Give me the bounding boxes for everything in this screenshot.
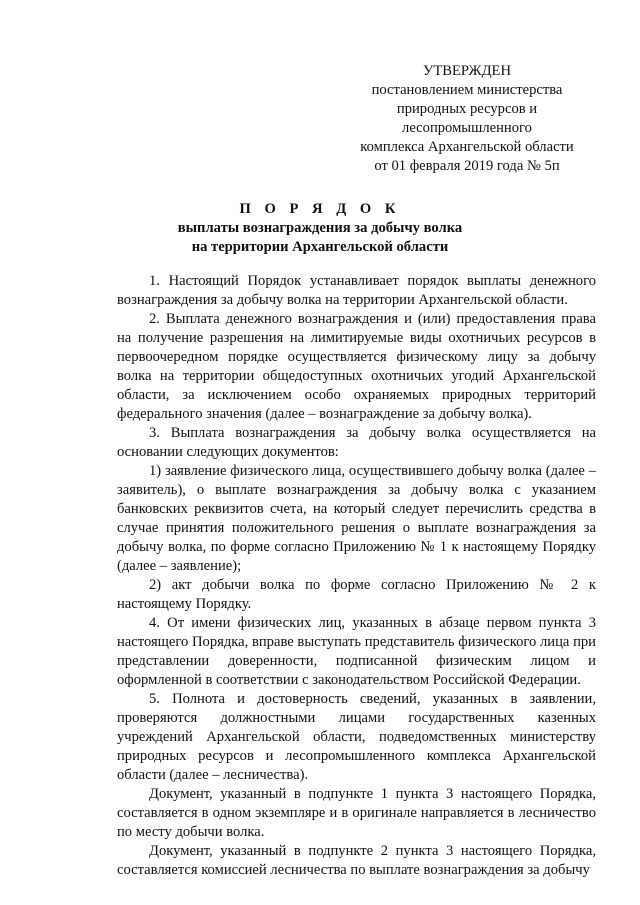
document-title xyxy=(60,200,580,257)
paragraph-item-5: 5. Полнота и достоверность сведений, указанных в заявлении, проверяются должностными лицами государственных казенных учреждений Архангельской области, подведомственных министерству природных ресурсов и лесопромышленного комплекса Архангельской области (далее – лесничества). xyxy=(117,691,596,783)
title-main: П О Р Я Д О К xyxy=(239,201,401,217)
paragraph-item-1: 1. Настоящий Порядок устанавливает порядок выплаты денежного вознаграждения за добычу волка на территории Архангельской области. xyxy=(117,273,596,308)
paragraph-subitem-1: 1) заявление физического лица, осуществившего добычу волка (далее – заявитель), о выплате вознаграждения за добычу волка с указанием банковских реквизитов счета, на который следует перечислить средства в случае принятия положительного решения о выплате вознаграждения за добычу волка, по форме согласно Приложению № 1 к настоящему Порядку (далее – заявление); xyxy=(117,463,596,574)
approval-date: от 01 февраля 2019 года № 5п xyxy=(374,158,560,174)
approval-heading: УТВЕРЖДЕН xyxy=(423,63,511,79)
title-subtitle: выплаты вознаграждения за добычу волка xyxy=(177,220,463,236)
approval-line: комплекса Архангельской области xyxy=(360,139,574,155)
paragraph-document-1: Документ, указанный в подпункте 1 пункта 3 настоящего Порядка, составляется в одном экземпляре и в оригинале направляется в лесничество по месту добычи волка. xyxy=(117,786,596,840)
document-body xyxy=(117,272,596,880)
approval-line: постановлением министерства xyxy=(371,82,563,98)
paragraph-document-2: Документ, указанный в подпункте 2 пункта 3 настоящего Порядка, составляется комиссией лесничества по выплате вознаграждения за добычу xyxy=(117,843,596,878)
paragraph-item-2: 2. Выплата денежного вознаграждения и (или) предоставления права на получение разрешения на лимитируемые виды охотничьих ресурсов в первоочередном порядке осуществляется физическому лицу за добычу волка на территории общедоступных охотничьих угодий Архангельской области, за исключением особо охраняемых природных территорий федерального значения (далее – вознаграждение за добычу волка). xyxy=(117,311,596,422)
approval-line: лесопромышленного xyxy=(402,120,532,136)
paragraph-subitem-2: 2) акт добычи волка по форме согласно Приложению № 2 к настоящему Порядку. xyxy=(117,577,596,612)
approval-line: природных ресурсов и xyxy=(396,101,538,117)
title-subtitle: на территории Архангельской области xyxy=(191,239,449,255)
approval-stamp xyxy=(342,62,592,176)
paragraph-item-4: 4. От имени физических лиц, указанных в абзаце первом пункта 3 настоящего Порядка, вправе выступать представитель физического лица при представлении доверенности, подписанной физическим лицом и оформленной в соответствии с законодательством Российской Федерации. xyxy=(117,615,596,688)
paragraph-item-3: 3. Выплата вознаграждения за добычу волка осуществляется на основании следующих документов: xyxy=(117,425,596,460)
